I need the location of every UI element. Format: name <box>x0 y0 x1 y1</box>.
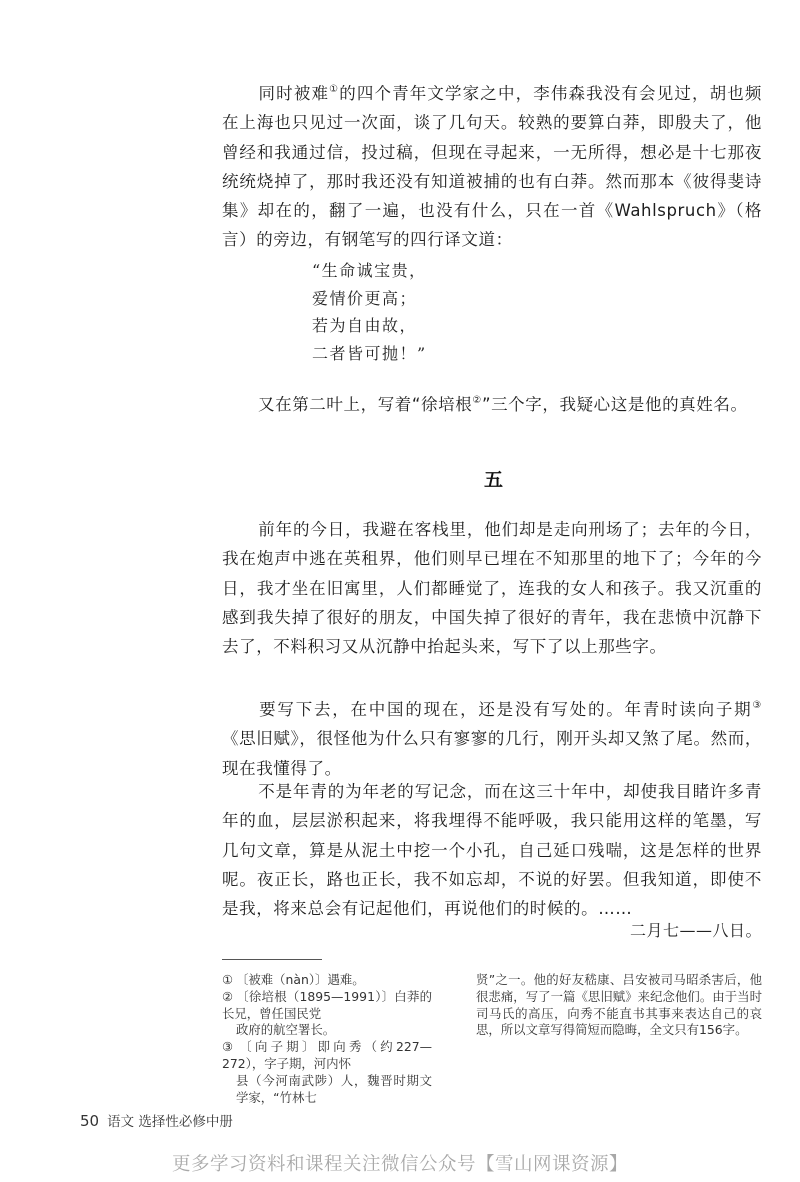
footnote-3: ③ 〔向子期〕即向秀（约227—272），字子期，河内怀 县（今河南武陟）人，魏晋时期文学家，“竹林七 <box>222 1039 432 1105</box>
paragraph-2: 又在第二叶上，写着“徐培根②”三个字，我疑心这是他的真姓名。 <box>258 395 748 414</box>
footnote-ref-2: ② <box>472 395 482 406</box>
section-heading: 五 <box>484 469 504 491</box>
paragraph-4: 要写下去，在中国的现在，还是没有写处的。年青时读向子期③《思旧赋》，很怪他为什么只有寥寥的几行，刚开头却又煞了尾。然而，现在我懂得了。 <box>222 700 762 778</box>
poem-line: 二者皆可抛！” <box>312 343 427 363</box>
footnote-divider <box>222 959 322 960</box>
footnotes-left <box>222 972 432 1106</box>
footnote-ref-1: ① <box>329 84 340 95</box>
poem-line: 爱情价更高； <box>312 288 418 308</box>
poem-line: “生命诚宝贵， <box>312 261 427 280</box>
paragraph-1: 同时被难①的四个青年文学家之中，李伟森我没有会见过，胡也频在上海也只见过一次面，谈了几句天。较熟的要算白莽，即殷夫了，他曾经和我通过信，投过稿，但现在寻起来，一无所得，想必是十七那夜统统烧掉了，那时我还没有知道被捕的也有白莽。然而那本《彼得斐诗集》却在的，翻了一遍，也没有什么，只在一首《Wahlspruch》（格言）的旁边，有钢笔写的四行译文道： <box>222 84 762 250</box>
watermark-text: 更多学习资料和课程关注微信公众号【雪山网课资源】 <box>171 1154 628 1175</box>
paragraph-5: 不是年青的为年老的写记念，而在这三十年中，却使我目睹许多青年的血，层层淤积起来，将我埋得不能呼吸，我只能用这样的笔墨，写几句文章，算是从泥土中挖一个小孔，自己延口残喘，这是怎样的世界呢。夜正长，路也正长，我不如忘却，不说的好罢。但我知道，即使不是我，将来总会有记起他们，再说他们的时候的。…… <box>222 782 762 919</box>
footnote-3-continued: 贤”之一。他的好友嵇康、吕安被司马昭杀害后，他很悲痛，写了一篇《思旧赋》来纪念他们。由于当时司马氏的高压，向秀不能直书其事来表达自己的哀思，所以文章写得简短而隐晦，全文只有156字。 <box>476 972 762 1038</box>
paragraph-3: 前年的今日，我避在客栈里，他们却是走向刑场了；去年的今日，我在炮声中逃在英租界，他们则早已埋在不知那里的地下了；今年的今日，我才坐在旧寓里，人们都睡觉了，连我的女人和孩子。我又沉重的感到我失掉了很好的朋友，中国失掉了很好的青年，我在悲愤中沉静下去了，不料积习又从沉静中抬起头来，写下了以上那些字。 <box>222 520 762 657</box>
footnote-ref-3: ③ <box>752 700 762 711</box>
poem-line: 若为自由故， <box>312 316 418 335</box>
footnote-2: ② 〔徐培根（1895—1991）〕白莽的长兄，曾任国民党 政府的航空署长。 <box>222 988 432 1038</box>
footnote-1: ① 〔被难（nàn）〕遇难。 <box>222 972 365 987</box>
book-title: 语文 选择性必修中册 <box>107 1114 233 1130</box>
poem-quote <box>312 257 427 367</box>
page-number: 50 <box>80 1112 100 1130</box>
page-footer <box>80 1110 233 1130</box>
date-line: 二月七——八日。 <box>630 921 763 940</box>
